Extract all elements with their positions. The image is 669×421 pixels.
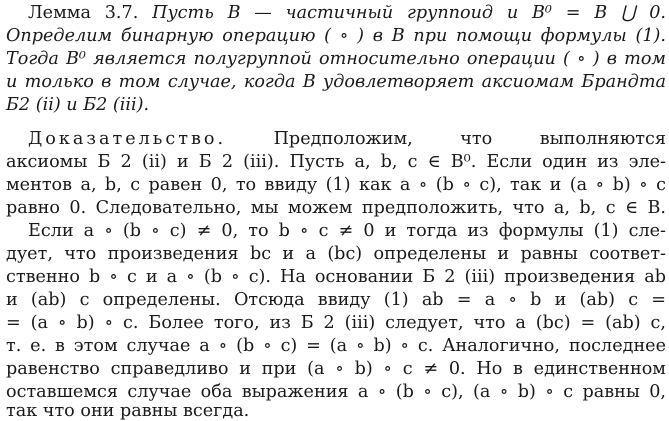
proof-line-6: дует, что произведения bc и a (bc) определены и равны соответ- [6,244,666,264]
proof-line-4: равно 0. Следовательно, мы можем предположить, что a, b, c ∈ B. [6,198,666,218]
proof-line-5: Если a ∘ (b ∘ c) ≠ 0, то b ∘ c ≠ 0 и тогда из формулы (1) сле- [28,221,666,241]
page [6,2,667,421]
lemma-text-line: Пусть B — частичный группоид и B⁰ = B ⋃ 0. [152,3,667,23]
proof-line-3: ментов a, b, c равен 0, то ввиду (1) как a ∘ (b ∘ c), так и (a ∘ b) ∘ c [6,175,666,195]
proof-line-12: оставшемся случае оба выражения a ∘ (b ∘ c), (a ∘ b) ∘ c равны 0, [6,382,666,402]
proof-line-1 [6,128,666,151]
proof-first-line-rest: Предположим, что выполняются [273,129,666,149]
proof-line-9: = (a ∘ b) ∘ c. Более того, из Б 2 (iii) следует, что a (bc) = (ab) c, [6,313,666,333]
proof-line-7: ственно b ∘ c и a ∘ (b ∘ c). На основании Б 2 (iii) произведения ab [6,267,666,287]
proof-label: Доказательство. [28,129,227,149]
proof-line-13: так что они равны всегда. [6,401,250,421]
proof-line-11: равенство справедливо и при (a ∘ b) ∘ c ≠ 0. Но в единственном [6,359,666,379]
proof-line-10: т. е. в этом случае a ∘ (b ∘ c) = (a ∘ b) ∘ c. Аналогично, последнее [6,336,666,356]
proof-line-8: и (ab) c определены. Отсюда ввиду (1) ab = a ∘ b и (ab) c = [6,290,666,310]
lemma-line-2: Определим бинарную операцию ( ∘ ) в B при помощи формулы (1). [6,26,666,46]
lemma-line-1 [6,2,666,25]
lemma-label: Лемма 3.7. [28,3,139,23]
proof-line-2: аксиомы Б 2 (ii) и Б 2 (iii). Пусть a, b, c ∈ B⁰. Если один из эле- [6,152,666,172]
lemma-line-3: Тогда B⁰ является полугруппой относительно операции ( ∘ ) в том [6,49,666,69]
lemma-line-5: Б2 (ii) и Б2 (iii). [6,95,150,115]
lemma-line-4: и только в том случае, когда B удовлетворяет аксиомам Брандта [6,72,666,92]
